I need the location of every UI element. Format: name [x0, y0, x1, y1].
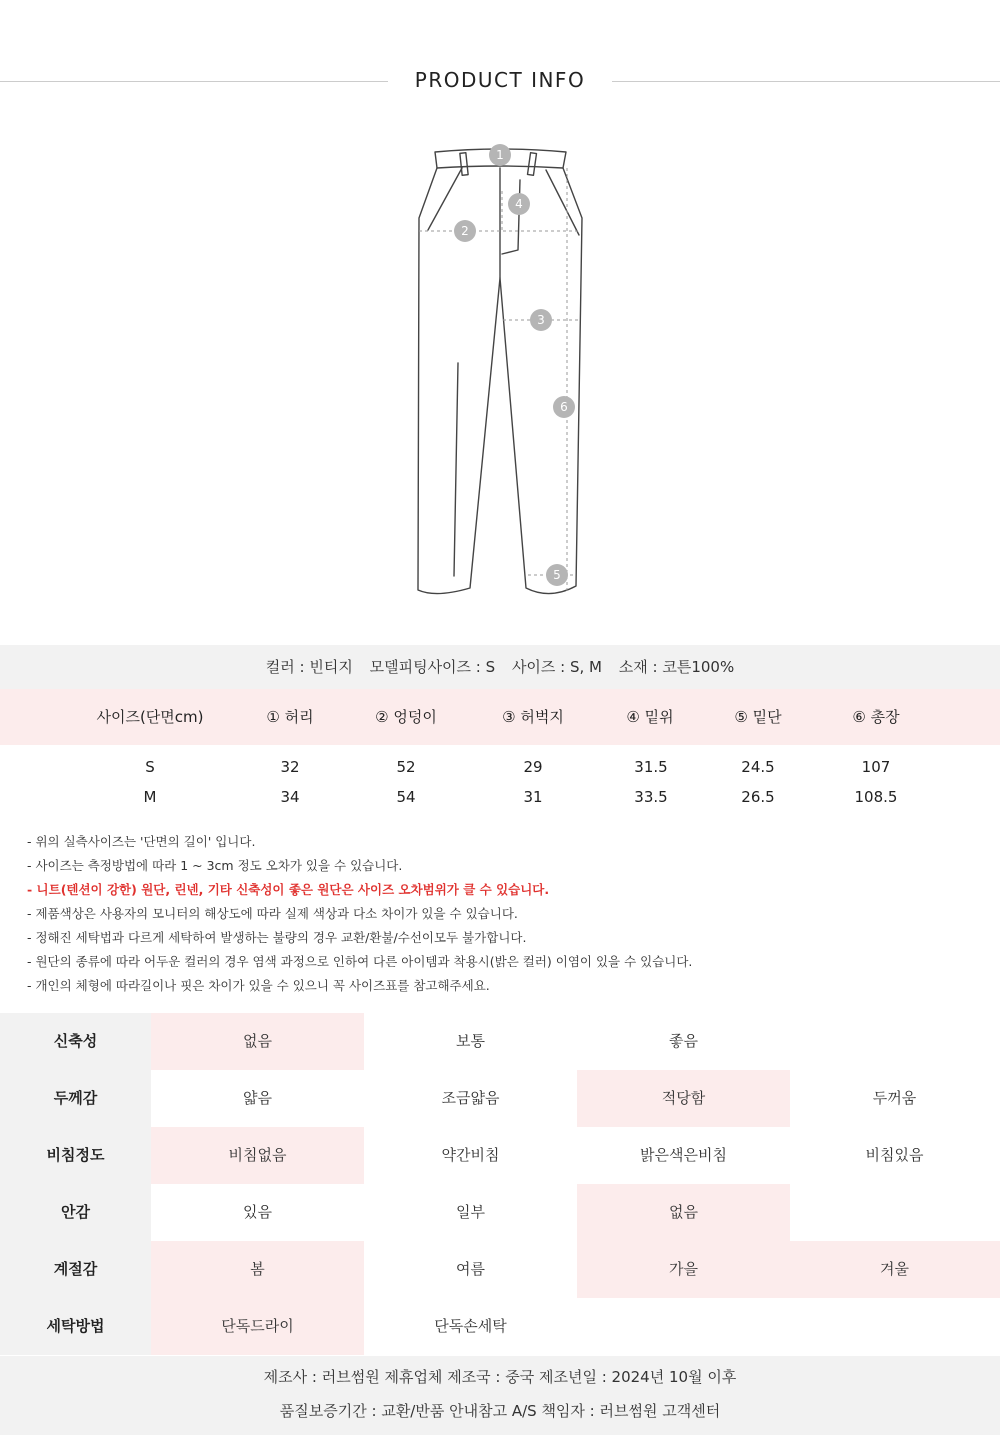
fabric-option — [789, 1298, 1000, 1355]
fabric-option: 적당함 — [577, 1070, 790, 1127]
fabric-option: 없음 — [577, 1184, 790, 1241]
size-header-waist: ① 허리 — [266, 708, 314, 726]
fabric-option: 밝은색은비침 — [640, 1146, 727, 1164]
note-line: - 원단의 종류에 따라 어두운 컬러의 경우 염색 과정으로 인하여 다른 아이템과 착용시(밝은 컬러) 이염이 있을 수 있습니다. — [27, 954, 693, 969]
fabric-option — [789, 1184, 1000, 1241]
fabric-row — [0, 1298, 1000, 1355]
size-cell: 31.5 — [634, 758, 668, 776]
note-line: - 사이즈는 측정방법에 따라 1 ~ 3cm 정도 오차가 있을 수 있습니다. — [27, 858, 403, 873]
info-model-size: 모델피팅사이즈 : S — [369, 658, 496, 676]
fabric-option: 봄 — [151, 1241, 364, 1298]
fabric-row-label: 세탁방법 — [0, 1298, 151, 1355]
fabric-option: 일부 — [456, 1203, 485, 1221]
fabric-option: 여름 — [456, 1260, 485, 1278]
size-cell: 52 — [396, 758, 416, 776]
marker-6: 6 — [560, 400, 568, 414]
size-cell: 34 — [280, 788, 300, 806]
page-title: PRODUCT INFO — [414, 68, 586, 92]
fabric-row — [0, 1241, 1000, 1298]
fabric-row-label: 안감 — [0, 1184, 151, 1241]
fabric-option: 얇음 — [243, 1089, 272, 1107]
size-cell: 107 — [861, 758, 891, 776]
section-title-row — [0, 62, 1000, 102]
fabric-option: 약간비침 — [441, 1146, 500, 1164]
info-sizes: 사이즈 : S, M — [511, 658, 602, 676]
size-cell: 29 — [523, 758, 543, 776]
size-header-length: ⑥ 총장 — [852, 708, 900, 726]
note-line: - 개인의 체형에 따라길이나 핏은 차이가 있을 수 있으니 꼭 사이즈표를 참고해주세요. — [27, 978, 490, 993]
pants-measurement-diagram — [400, 138, 600, 610]
info-color: 컬러 : 빈티지 — [265, 658, 353, 676]
size-header-rise: ④ 밑위 — [626, 708, 674, 726]
fabric-option: 겨울 — [789, 1241, 1000, 1298]
size-cell: 54 — [396, 788, 416, 806]
fabric-option: 비침없음 — [151, 1127, 364, 1184]
size-row-m — [0, 782, 1000, 812]
footer-line-1: 제조사 : 러브썸원 제휴업체 제조국 : 중국 제조년일 : 2024년 10월 이후 — [263, 1368, 737, 1386]
size-header-label: 사이즈(단면cm) — [96, 708, 204, 726]
fabric-row-label: 두께감 — [0, 1070, 151, 1127]
manufacturer-footer — [0, 1356, 1000, 1435]
fabric-option: 없음 — [151, 1013, 364, 1070]
info-material: 소재 : 코튼100% — [618, 658, 735, 676]
fabric-option: 가을 — [577, 1241, 790, 1298]
fabric-option: 비침있음 — [865, 1146, 924, 1164]
fabric-row — [0, 1184, 1000, 1241]
divider-right — [612, 81, 1000, 82]
size-cell: 108.5 — [854, 788, 898, 806]
size-header-hip: ② 엉덩이 — [375, 708, 437, 726]
size-cell: 32 — [280, 758, 300, 776]
size-header-thigh: ③ 허벅지 — [502, 708, 564, 726]
note-line: - 정해진 세탁법과 다르게 세탁하여 발생하는 불량의 경우 교환/환불/수선이모두 불가합니다. — [27, 930, 527, 945]
size-row-s — [0, 752, 1000, 782]
size-cell: S — [145, 758, 155, 776]
size-cell: 26.5 — [741, 788, 775, 806]
fabric-option: 단독드라이 — [151, 1298, 364, 1355]
fabric-row-label: 계절감 — [0, 1241, 151, 1298]
fabric-row — [0, 1013, 1000, 1070]
fabric-option: 두꺼움 — [872, 1089, 917, 1107]
fabric-option — [789, 1013, 1000, 1070]
fabric-row — [0, 1127, 1000, 1184]
size-notes — [27, 830, 987, 998]
fabric-option: 보통 — [456, 1032, 485, 1050]
fabric-row — [0, 1070, 1000, 1127]
fabric-option — [577, 1298, 790, 1355]
fabric-row-label: 비침정도 — [0, 1127, 151, 1184]
marker-5: 5 — [553, 568, 561, 582]
note-line: - 위의 실측사이즈는 '단면의 길이' 입니다. — [27, 834, 256, 849]
note-line: - 제품색상은 사용자의 모니터의 해상도에 따라 실제 색상과 다소 차이가 있을 수 있습니다. — [27, 906, 518, 921]
marker-3: 3 — [537, 313, 545, 327]
size-cell: 31 — [523, 788, 543, 806]
size-table-header — [0, 689, 1000, 745]
footer-line-2: 품질보증기간 : 교환/반품 안내참고 A/S 책임자 : 러브썸원 고객센터 — [279, 1402, 721, 1420]
fabric-option: 단독손세탁 — [434, 1317, 507, 1335]
marker-4: 4 — [515, 197, 523, 211]
marker-1: 1 — [496, 148, 504, 162]
marker-2: 2 — [461, 224, 469, 238]
fabric-option: 좋음 — [669, 1032, 698, 1050]
size-cell: 24.5 — [741, 758, 775, 776]
product-info-bar — [0, 645, 1000, 689]
fabric-option: 있음 — [243, 1203, 272, 1221]
size-cell: 33.5 — [634, 788, 668, 806]
fabric-option: 조금얇음 — [441, 1089, 500, 1107]
size-cell: M — [143, 788, 157, 806]
size-header-hem: ⑤ 밑단 — [734, 708, 782, 726]
fabric-row-label: 신축성 — [0, 1013, 151, 1070]
note-line-warning: - 니트(텐션이 강한) 원단, 린넨, 기타 신축성이 좋은 원단은 사이즈 오차범위가 클 수 있습니다. — [27, 882, 550, 897]
